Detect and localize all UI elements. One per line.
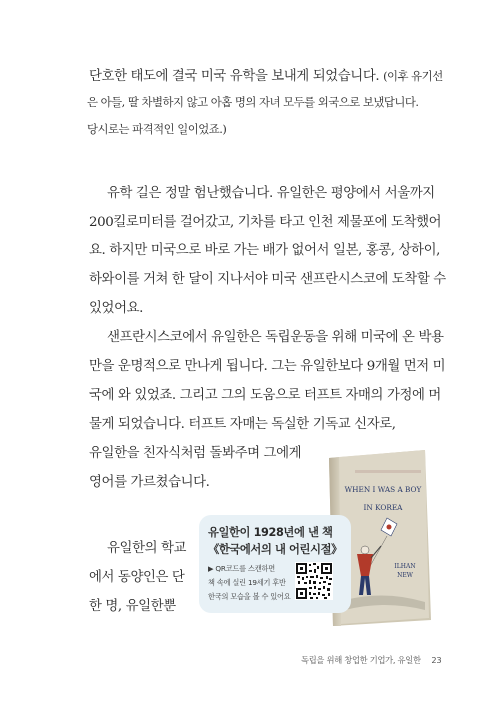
body-text-line: 국에 와 있었죠. 그리고 그의 도움으로 터프트 자매의 가정에 머 — [89, 388, 441, 403]
body-text-line — [89, 65, 443, 84]
body-text-line: 유일한을 친자식처럼 돌봐주며 그에게 — [89, 446, 302, 461]
book-title-line1: WHEN I WAS A BOY — [344, 485, 422, 494]
body-text-line — [89, 326, 444, 345]
body-text-line: 에서 동양인은 단 — [89, 570, 185, 585]
body-text-line — [89, 182, 435, 201]
body-text: 유학 길은 정말 험난했습니다. 유일한은 평양에서 서울까지 — [107, 186, 435, 201]
note-text: (이후 유기선 — [383, 69, 443, 83]
qr-code[interactable] — [295, 562, 333, 600]
book-title-line2: IN KOREA — [363, 503, 403, 512]
caption-qr-line2: 책 속에 실린 19세기 후반 — [208, 578, 286, 587]
caption-qr-line3: 한국의 모습을 볼 수 있어요 — [208, 592, 291, 601]
page-footer — [301, 654, 441, 666]
caption-qr-line1: ▶ QR코드를 스캔하면 — [208, 564, 275, 573]
footer-book-title: 독립을 위해 창업한 기업가, 유일한 — [301, 655, 421, 665]
page-number: 23 — [431, 655, 442, 665]
body-text-line: 영어를 가르쳤습니다. — [89, 475, 210, 490]
note-line: 당시로는 파격적인 일이었죠.) — [87, 122, 227, 136]
book-author-line2: NEW — [397, 572, 413, 579]
body-text: 샌프란시스코에서 유일한은 독립운동을 위해 미국에 온 박용 — [107, 330, 444, 345]
body-text-line: 요. 하지만 미국으로 바로 가는 배가 없어서 일본, 홍콩, 상하이, — [89, 243, 440, 258]
body-text-line — [89, 537, 186, 556]
note-line: 은 아들, 딸 차별하지 않고 아홉 명의 자녀 모두를 외국으로 보냈답니다. — [87, 95, 419, 109]
body-text-line: 한 명, 유일한뿐 — [89, 599, 176, 614]
body-text: 유일한의 학교 — [107, 541, 187, 556]
body-text-line: 만을 운명적으로 만나게 됩니다. 그는 유일한보다 9개월 먼저 미 — [89, 359, 446, 374]
book-author-line1: ILHAN — [394, 563, 416, 570]
body-text-line: 하와이를 거쳐 한 달이 지나서야 미국 샌프란시스코에 도착할 수 — [89, 272, 446, 287]
body-text-line: 물게 되었습니다. 터프트 자매는 독실한 기독교 신자로, — [89, 417, 396, 432]
body-text-line: 있었어요. — [89, 301, 143, 316]
body-text: 단호한 태도에 결국 미국 유학을 보내게 되었습니다. — [89, 69, 380, 84]
caption-title-line2: 《한국에서의 내 어린시절》 — [208, 543, 342, 556]
body-text-line: 200킬로미터를 걸어갔고, 기차를 타고 인천 제물포에 도착했어 — [89, 215, 442, 230]
caption-title-line1: 유일한이 1928년에 낸 책 — [208, 526, 333, 539]
